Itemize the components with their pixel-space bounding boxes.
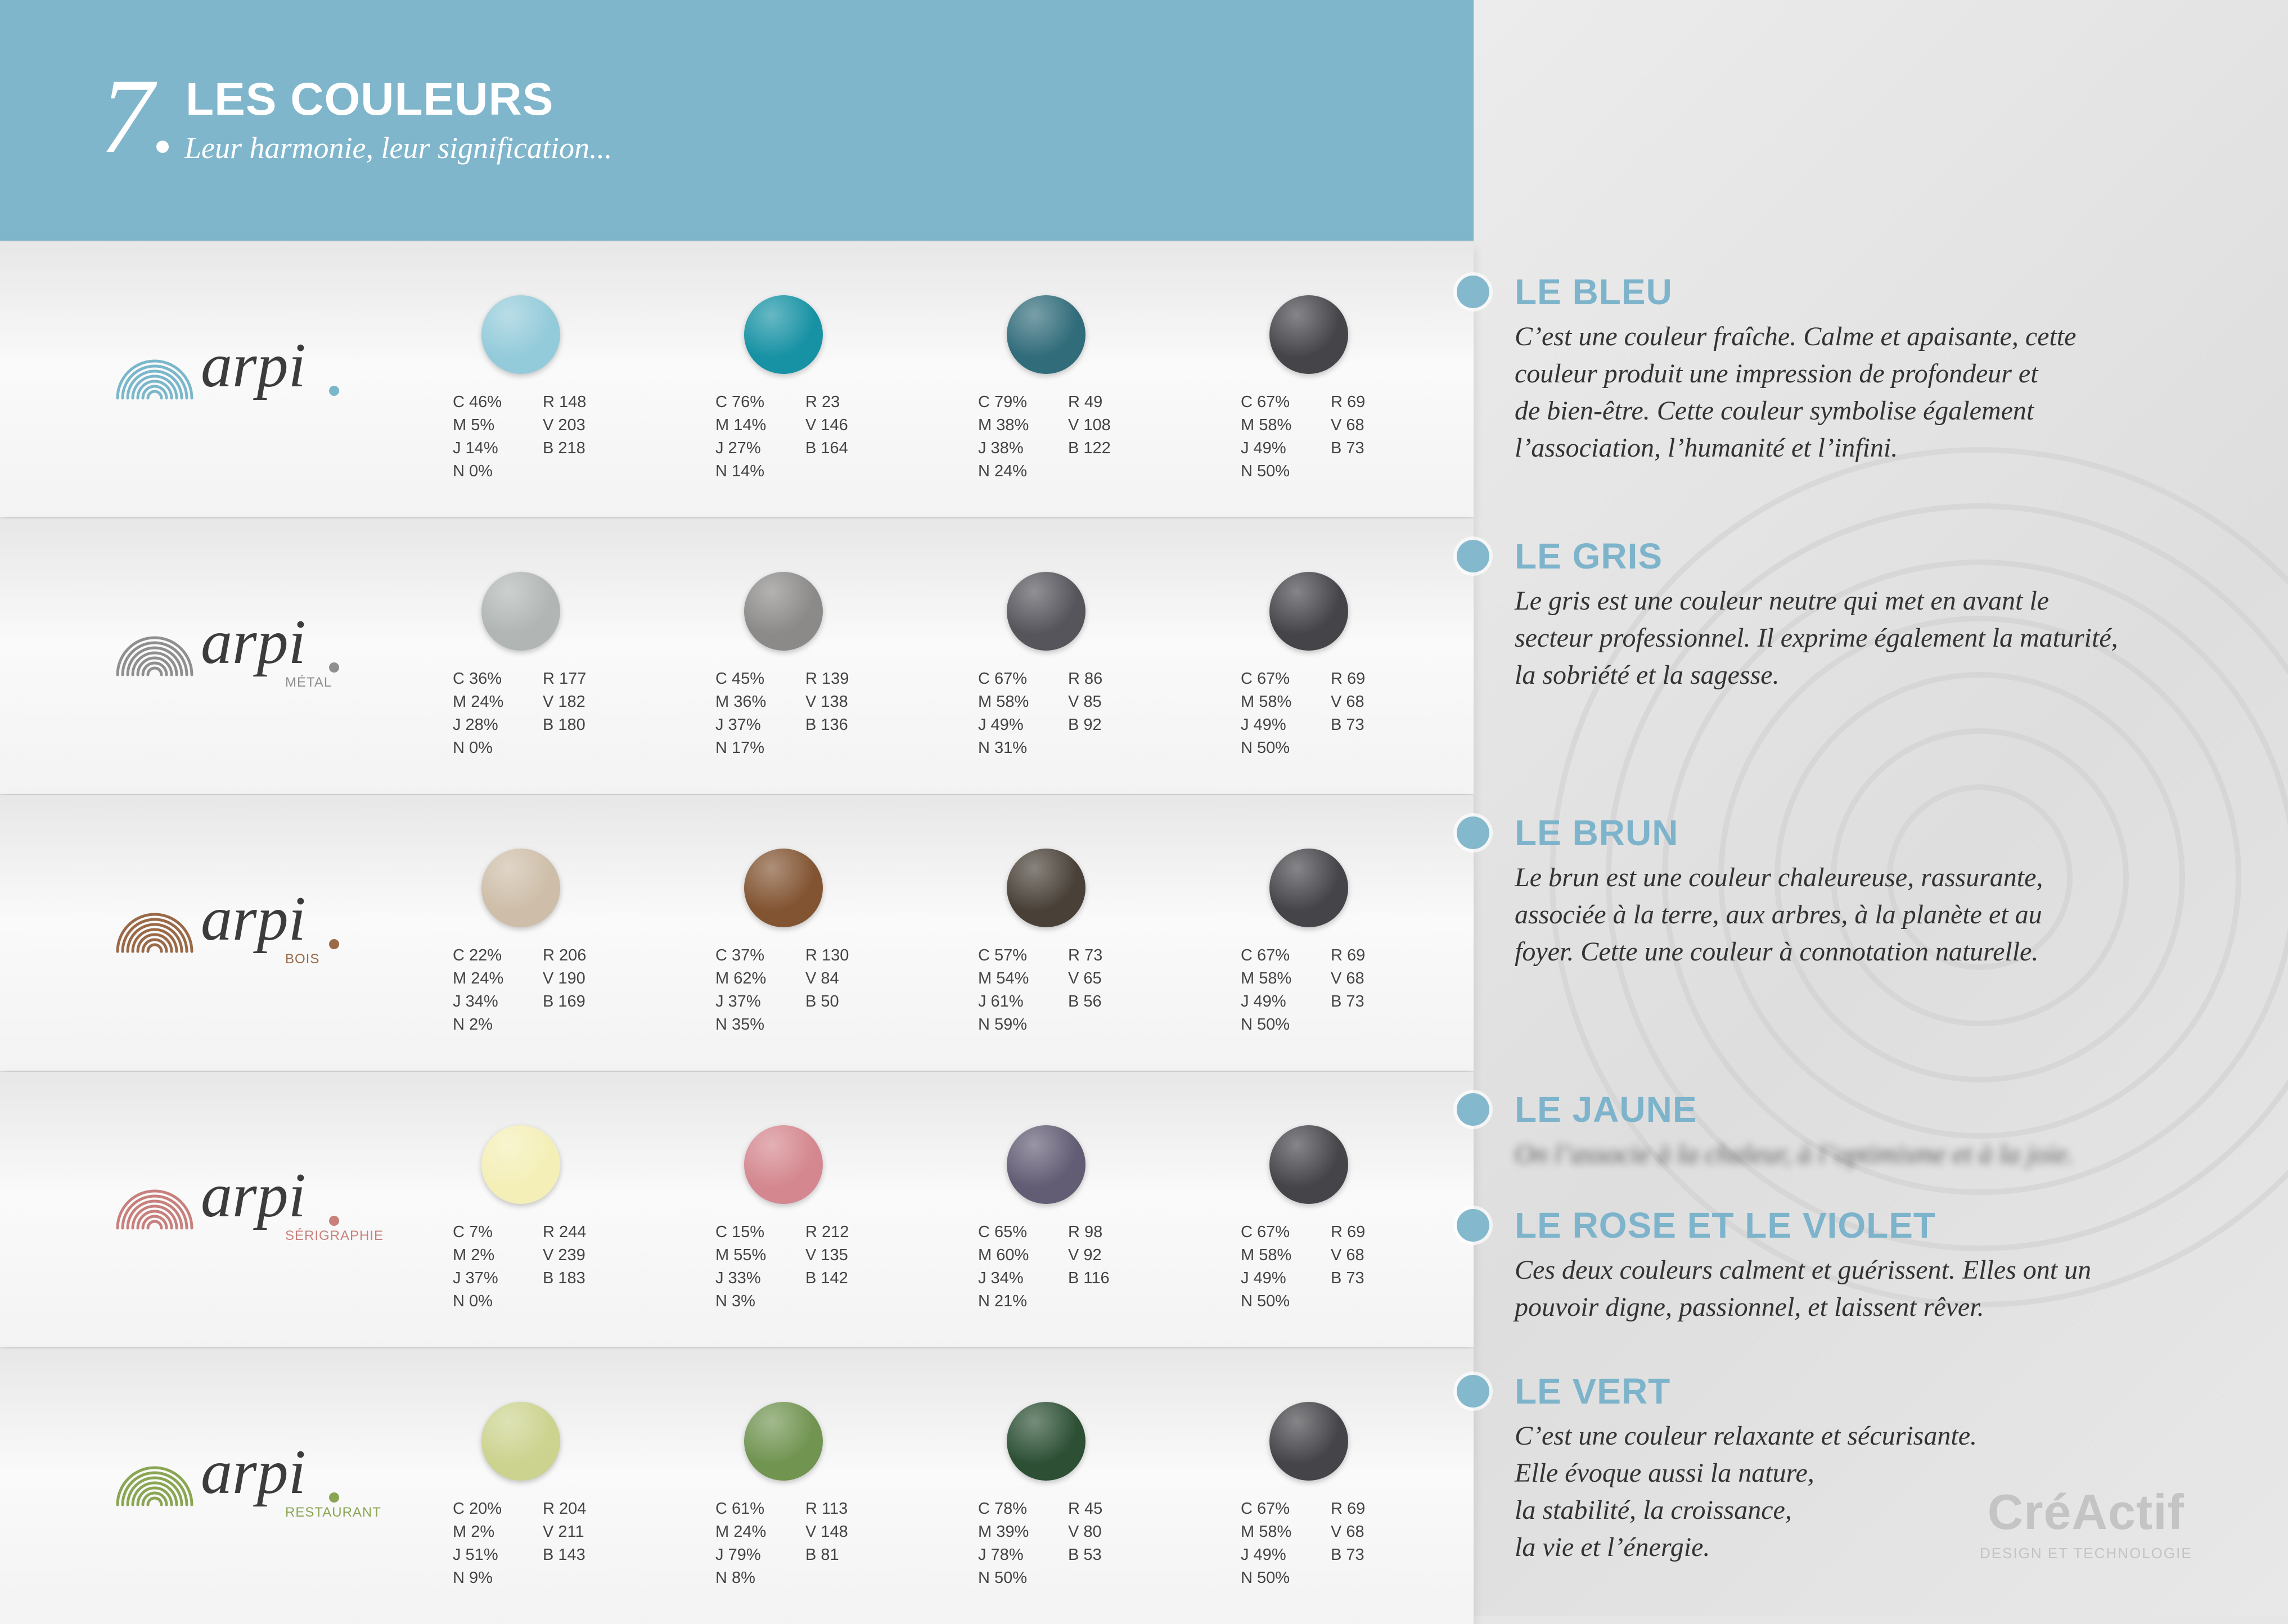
value-B: B 218 [543, 439, 585, 457]
value-N: N 0% [453, 739, 493, 757]
desc-text: Le brun est une couleur chaleureuse, rassurante, associée à la terre, aux arbres, à la planète et au foyer. Cette une couleur à connotation naturelle. [1515, 863, 2043, 967]
palette-row-restaurant [0, 1348, 1474, 1624]
value-M: M 24% [453, 969, 504, 987]
color-swatch [978, 849, 1147, 1034]
logo-dot [329, 386, 339, 396]
color-circle [744, 572, 823, 651]
logo-subtitle: MÉTAL [285, 675, 332, 690]
color-values [453, 391, 586, 483]
color-values [453, 1497, 586, 1590]
value-J: J 37% [453, 1269, 498, 1287]
color-values [1241, 667, 1365, 760]
color-swatch [1241, 1125, 1409, 1311]
palette-row-bleu [0, 242, 1474, 517]
value-C: C 15% [715, 1223, 765, 1241]
value-J: J 38% [978, 439, 1024, 457]
color-swatch [453, 1402, 621, 1587]
fingerprint-icon [115, 1174, 194, 1253]
logo-word: arpi [201, 607, 306, 677]
bullet-dot [1457, 1209, 1489, 1242]
value-N: N 21% [978, 1292, 1028, 1310]
color-values [1241, 1497, 1365, 1590]
logo-subtitle: BOIS [285, 951, 320, 967]
value-B: B 180 [543, 716, 585, 734]
color-values [715, 1221, 849, 1313]
value-C: C 67% [978, 670, 1028, 688]
color-swatch [715, 849, 884, 1034]
value-C: C 20% [453, 1500, 502, 1518]
value-R: R 177 [543, 670, 587, 688]
value-M: M 2% [453, 1246, 495, 1264]
value-M: M 24% [453, 693, 504, 711]
color-swatch [715, 1402, 884, 1587]
value-J: J 28% [453, 716, 498, 734]
logo-dot [329, 1492, 339, 1503]
color-swatch [715, 295, 884, 481]
fingerprint-icon [115, 897, 194, 976]
value-V: V 146 [805, 416, 848, 434]
logo-dot [329, 1216, 339, 1226]
value-N: N 50% [1241, 1016, 1290, 1034]
color-circle [744, 1125, 823, 1204]
value-N: N 59% [978, 1016, 1028, 1034]
value-M: M 58% [1241, 1523, 1292, 1541]
palette-row-serigraphie [0, 1072, 1474, 1347]
value-C: C 7% [453, 1223, 493, 1241]
desc-text: Ces deux couleurs calment et guérissent. Elles ont un pouvoir digne, passionnel, et laissent rêver. [1515, 1255, 2092, 1322]
desc-title: LE GRIS [1515, 536, 1663, 576]
value-R: R 69 [1331, 1223, 1366, 1241]
color-swatch [453, 295, 621, 481]
value-N: N 8% [715, 1569, 755, 1587]
value-R: R 130 [805, 946, 849, 964]
value-N: N 2% [453, 1016, 493, 1034]
page-subtitle: Leur harmonie, leur signification... [184, 131, 612, 165]
desc-title: LE BLEU [1515, 272, 1673, 312]
color-swatch [453, 572, 621, 757]
value-C: C 22% [453, 946, 502, 964]
brand-logo [1980, 1484, 2192, 1562]
value-V: V 182 [543, 693, 585, 711]
color-circle [1269, 295, 1348, 374]
color-values [453, 944, 586, 1036]
color-swatch [1241, 849, 1409, 1034]
value-N: N 9% [453, 1569, 493, 1587]
value-B: B 73 [1331, 716, 1364, 734]
value-V: V 68 [1331, 693, 1364, 711]
value-M: M 62% [715, 969, 767, 987]
color-values [978, 391, 1111, 483]
value-R: R 49 [1068, 393, 1103, 411]
value-C: C 67% [1241, 1500, 1290, 1518]
bullet-dot [1457, 540, 1489, 572]
desc-title: LE JAUNE [1515, 1089, 1697, 1130]
value-V: V 239 [543, 1246, 585, 1264]
value-J: J 14% [453, 439, 498, 457]
color-swatch [1241, 295, 1409, 481]
value-N: N 0% [453, 462, 493, 480]
value-C: C 37% [715, 946, 765, 964]
bullet-dot [1457, 276, 1489, 308]
color-circle [481, 1125, 560, 1204]
arpi-bois-logo [115, 884, 408, 975]
color-values [978, 667, 1102, 760]
value-R: R 69 [1331, 670, 1366, 688]
value-V: V 68 [1331, 969, 1364, 987]
color-circle [1269, 572, 1348, 651]
value-N: N 50% [978, 1569, 1028, 1587]
logo-word: arpi [201, 884, 306, 954]
value-M: M 60% [978, 1246, 1029, 1264]
value-B: B 53 [1068, 1546, 1102, 1564]
fingerprint-ridge [148, 1221, 161, 1228]
value-C: C 46% [453, 393, 502, 411]
value-J: J 49% [1241, 716, 1286, 734]
value-B: B 73 [1331, 1546, 1364, 1564]
color-circle [481, 849, 560, 927]
color-values [715, 667, 849, 760]
section-number: 7 [100, 57, 154, 175]
value-B: B 56 [1068, 993, 1102, 1011]
value-R: R 98 [1068, 1223, 1103, 1241]
desc-title: LE ROSE ET LE VIOLET [1515, 1205, 1936, 1246]
value-M: M 58% [1241, 693, 1292, 711]
desc-text: On l’associe à la chaleur, à l’optimisme et à la joie. [1515, 1139, 2074, 1169]
value-B: B 169 [543, 993, 585, 1011]
value-R: R 69 [1331, 393, 1366, 411]
desc-text: C’est une couleur fraîche. Calme et apaisante, cette couleur produit une impression de profondeur et de bien-être. Cette couleur symbolise également l’association, l’humanité et l’infini. [1515, 322, 2077, 463]
value-R: R 212 [805, 1223, 849, 1241]
fingerprint-icon [115, 621, 194, 700]
value-R: R 113 [805, 1500, 848, 1518]
value-C: C 65% [978, 1223, 1028, 1241]
page-title: LES COULEURS [186, 74, 554, 125]
color-swatch [1241, 572, 1409, 757]
value-M: M 58% [1241, 1246, 1292, 1264]
color-values [978, 1221, 1110, 1313]
value-V: V 92 [1068, 1246, 1102, 1264]
value-N: N 24% [978, 462, 1028, 480]
value-V: V 211 [543, 1523, 584, 1541]
value-V: V 84 [805, 969, 839, 987]
value-R: R 69 [1331, 1500, 1366, 1518]
logo-dot [329, 939, 339, 949]
palette-row-metal [0, 518, 1474, 794]
value-M: M 54% [978, 969, 1029, 987]
logo-word: arpi [201, 1161, 306, 1230]
value-R: R 45 [1068, 1500, 1103, 1518]
value-J: J 34% [453, 993, 498, 1011]
color-swatch [715, 572, 884, 757]
fingerprint-ridge [148, 391, 161, 398]
value-V: V 85 [1068, 693, 1102, 711]
color-values [978, 944, 1102, 1036]
value-C: C 57% [978, 946, 1028, 964]
value-B: B 142 [805, 1269, 848, 1287]
fingerprint-icon [115, 344, 194, 423]
value-M: M 39% [978, 1523, 1029, 1541]
value-V: V 148 [805, 1523, 848, 1541]
value-M: M 24% [715, 1523, 767, 1541]
value-J: J 27% [715, 439, 761, 457]
logo-dot [329, 662, 339, 673]
value-R: R 206 [543, 946, 587, 964]
color-values [715, 944, 849, 1036]
value-V: V 190 [543, 969, 585, 987]
value-M: M 58% [978, 693, 1029, 711]
arpi-restaurant-logo [115, 1437, 408, 1528]
section-number-dot [156, 141, 169, 153]
color-values [715, 1497, 848, 1590]
color-circle [744, 295, 823, 374]
value-B: B 143 [543, 1546, 585, 1564]
value-V: V 65 [1068, 969, 1102, 987]
color-values [715, 391, 848, 483]
value-N: N 50% [1241, 462, 1290, 480]
value-N: N 17% [715, 739, 765, 757]
color-swatch [1241, 1402, 1409, 1587]
value-B: B 73 [1331, 439, 1364, 457]
value-C: C 76% [715, 393, 765, 411]
value-M: M 2% [453, 1523, 495, 1541]
logo-subtitle: SÉRIGRAPHIE [285, 1228, 384, 1243]
arpi-serigraphie-logo [115, 1161, 408, 1252]
value-J: J 37% [715, 993, 761, 1011]
arpi-metal-logo [115, 607, 408, 698]
color-circle [481, 572, 560, 651]
value-B: B 122 [1068, 439, 1111, 457]
value-C: C 36% [453, 670, 502, 688]
value-N: N 3% [715, 1292, 755, 1310]
logo-word: arpi [201, 1437, 306, 1507]
value-N: N 31% [978, 739, 1028, 757]
value-R: R 244 [543, 1223, 587, 1241]
value-R: R 204 [543, 1500, 587, 1518]
value-J: J 37% [715, 716, 761, 734]
color-values [453, 667, 586, 760]
value-V: V 108 [1068, 416, 1111, 434]
value-R: R 69 [1331, 946, 1366, 964]
color-swatch [453, 1125, 621, 1311]
color-circle [744, 1402, 823, 1481]
color-swatch [715, 1125, 884, 1311]
value-V: V 80 [1068, 1523, 1102, 1541]
value-M: M 58% [1241, 416, 1292, 434]
color-swatch [978, 295, 1147, 481]
value-C: C 67% [1241, 1223, 1290, 1241]
color-circle [1007, 1125, 1086, 1204]
value-C: C 79% [978, 393, 1028, 411]
desc-title: LE VERT [1515, 1371, 1671, 1411]
value-R: R 73 [1068, 946, 1103, 964]
value-N: N 0% [453, 1292, 493, 1310]
color-swatch [978, 1125, 1147, 1311]
value-V: V 68 [1331, 416, 1364, 434]
value-R: R 139 [805, 670, 849, 688]
arpi-logo [115, 331, 408, 422]
palette-row-bois [0, 795, 1474, 1071]
value-J: J 79% [715, 1546, 761, 1564]
color-swatch [978, 1402, 1147, 1587]
brand-name: CréActif [1987, 1484, 2185, 1540]
fingerprint-ridge [148, 945, 161, 951]
value-J: J 49% [1241, 993, 1286, 1011]
value-N: N 50% [1241, 739, 1290, 757]
value-N: N 14% [715, 462, 765, 480]
value-J: J 49% [978, 716, 1024, 734]
value-M: M 36% [715, 693, 767, 711]
value-J: J 49% [1241, 1546, 1286, 1564]
value-C: C 67% [1241, 946, 1290, 964]
value-N: N 50% [1241, 1292, 1290, 1310]
color-circle [481, 1402, 560, 1481]
value-N: N 50% [1241, 1569, 1290, 1587]
value-J: J 49% [1241, 439, 1286, 457]
bullet-dot [1457, 1093, 1489, 1126]
value-J: J 34% [978, 1269, 1024, 1287]
value-J: J 49% [1241, 1269, 1286, 1287]
value-B: B 116 [1068, 1269, 1110, 1287]
value-B: B 81 [805, 1546, 839, 1564]
color-circle [1007, 572, 1086, 651]
value-C: C 61% [715, 1500, 765, 1518]
color-circle [1007, 1402, 1086, 1481]
logo-word: arpi [201, 331, 306, 400]
value-M: M 5% [453, 416, 495, 434]
fingerprint-ridge [148, 668, 161, 675]
color-values [1241, 1221, 1365, 1313]
value-R: R 86 [1068, 670, 1103, 688]
value-J: J 33% [715, 1269, 761, 1287]
value-C: C 78% [978, 1500, 1028, 1518]
color-swatch [453, 849, 621, 1034]
color-circle [1007, 295, 1086, 374]
color-circle [1007, 849, 1086, 927]
color-values [978, 1497, 1102, 1590]
bullet-dot [1457, 816, 1489, 849]
color-circle [481, 295, 560, 374]
desc-text: Le gris est une couleur neutre qui met en avant le secteur professionnel. Il exprime également la maturité, la sobriété et la sagesse. [1515, 586, 2118, 690]
value-V: V 138 [805, 693, 848, 711]
value-B: B 73 [1331, 1269, 1364, 1287]
value-C: C 67% [1241, 670, 1290, 688]
value-C: C 45% [715, 670, 765, 688]
value-J: J 61% [978, 993, 1024, 1011]
value-V: V 68 [1331, 1523, 1364, 1541]
value-R: R 23 [805, 393, 840, 411]
fingerprint-icon [115, 1451, 194, 1530]
value-B: B 92 [1068, 716, 1102, 734]
color-values [1241, 944, 1365, 1036]
color-values [1241, 391, 1365, 483]
value-J: J 51% [453, 1546, 498, 1564]
value-N: N 35% [715, 1016, 765, 1034]
desc-title: LE BRUN [1515, 813, 1679, 853]
value-V: V 135 [805, 1246, 848, 1264]
logo-subtitle: RESTAURANT [285, 1505, 381, 1520]
value-M: M 58% [1241, 969, 1292, 987]
desc-text: C’est une couleur relaxante et sécurisante. Elle évoque aussi la nature, la stabilité, la croissance, la vie et l’énergie. [1515, 1421, 1977, 1562]
value-B: B 136 [805, 716, 848, 734]
fingerprint-ridge [148, 1498, 161, 1505]
color-circle [744, 849, 823, 927]
value-M: M 14% [715, 416, 767, 434]
value-M: M 38% [978, 416, 1029, 434]
page-header [0, 0, 1474, 241]
value-B: B 50 [805, 993, 839, 1011]
value-C: C 67% [1241, 393, 1290, 411]
color-circle [1269, 1125, 1348, 1204]
value-M: M 55% [715, 1246, 767, 1264]
value-J: J 78% [978, 1546, 1024, 1564]
color-swatch [978, 572, 1147, 757]
bullet-dot [1457, 1375, 1489, 1408]
brand-tagline: DESIGN ET TECHNOLOGIE [1980, 1545, 2192, 1562]
color-circle [1269, 849, 1348, 927]
value-V: V 68 [1331, 1246, 1364, 1264]
value-B: B 164 [805, 439, 848, 457]
value-V: V 203 [543, 416, 585, 434]
value-B: B 73 [1331, 993, 1364, 1011]
value-B: B 183 [543, 1269, 585, 1287]
color-circle [1269, 1402, 1348, 1481]
color-values [453, 1221, 586, 1313]
value-R: R 148 [543, 393, 587, 411]
